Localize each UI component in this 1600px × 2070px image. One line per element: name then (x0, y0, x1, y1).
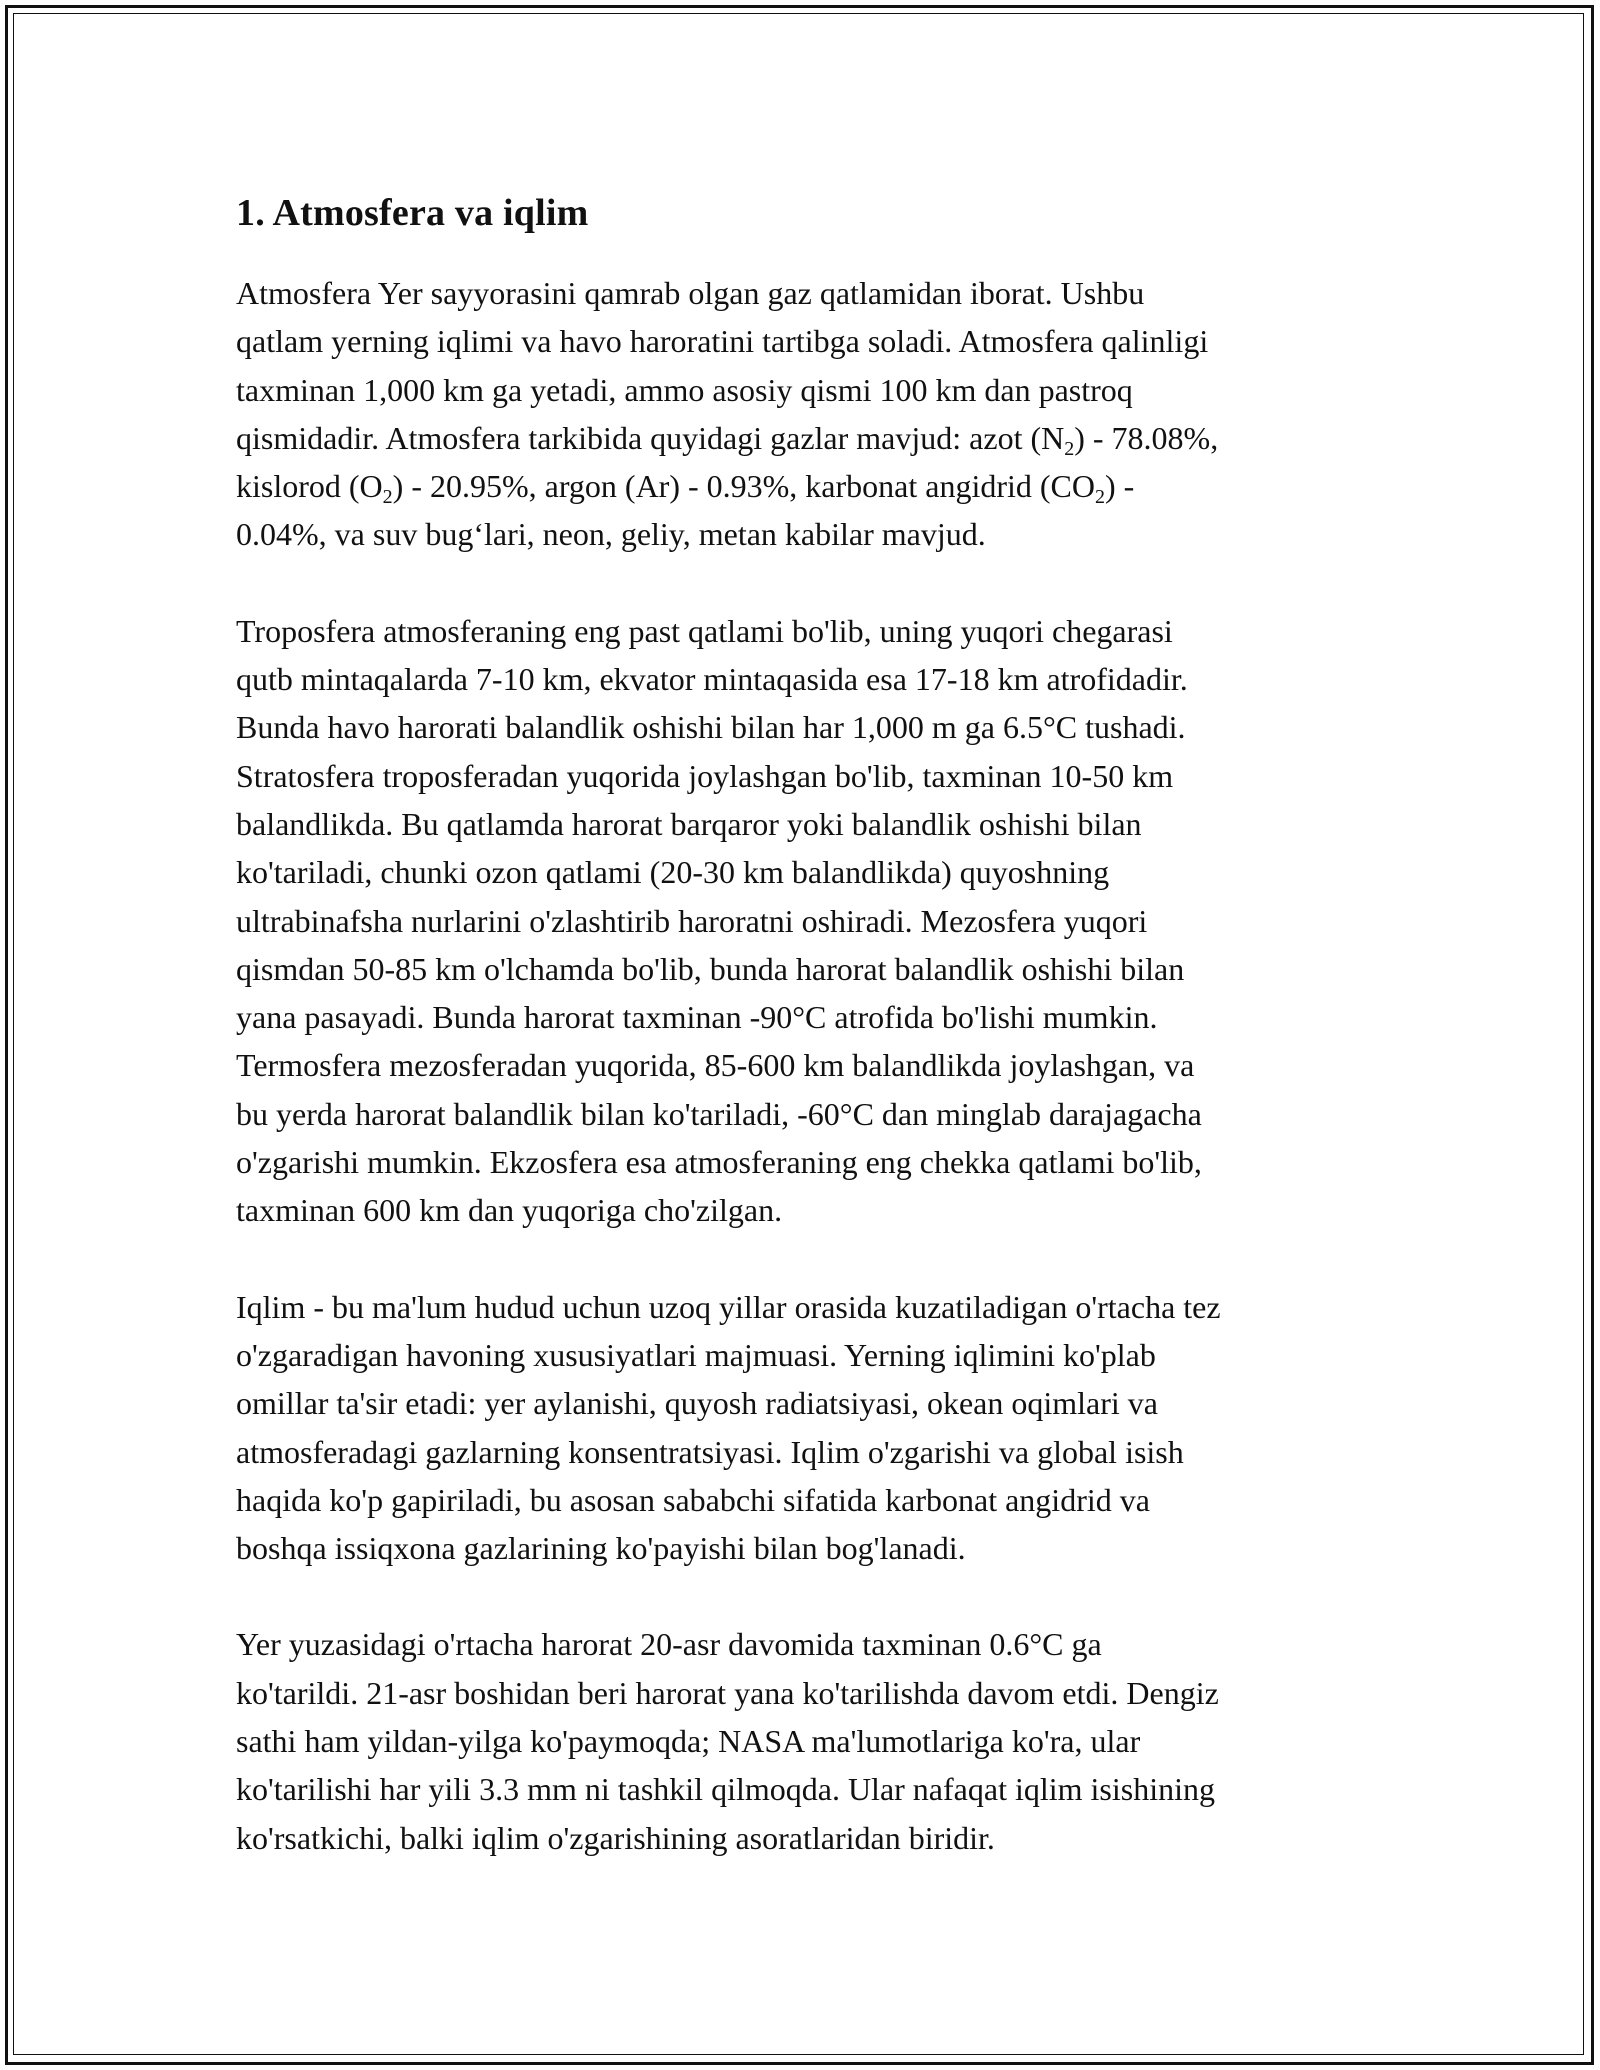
paragraphs-container (236, 269, 1381, 1862)
text-line: taxminan 600 km dan yuqoriga cho'zilgan. (236, 1192, 783, 1229)
text-line: ko'tarilishi har yili 3.3 mm ni tashkil qilmoqda. Ular nafaqat iqlim isishining (236, 1771, 1215, 1808)
paragraph (236, 269, 1381, 559)
text-line: sathi ham yildan-yilga ko'paymoqda; NASA ma'lumotlariga ko'ra, ular (236, 1723, 1141, 1760)
text-line: qatlam yerning iqlimi va havo haroratini tartibga soladi. Atmosfera qalinligi (236, 323, 1209, 360)
subscript: 2 (1095, 486, 1105, 509)
text-line: o'zgarishi mumkin. Ekzosfera esa atmosferaning eng chekka qatlami bo'lib, (236, 1144, 1202, 1181)
text-line: taxminan 1,000 km ga yetadi, ammo asosiy qismi 100 km dan pastroq (236, 371, 1133, 408)
paragraph (236, 607, 1381, 1235)
text-line: Stratosfera troposferadan yuqorida joylashgan bo'lib, taxminan 10-50 km (236, 757, 1174, 794)
text-line: yana pasayadi. Bunda harorat taxminan -90°C atrofida bo'lishi mumkin. (236, 999, 1158, 1036)
text-line: Yer yuzasidagi o'rtacha harorat 20-asr davomida taxminan 0.6°C ga (236, 1626, 1102, 1663)
text-line: Termosfera mezosferadan yuqorida, 85-600 km balandlikda joylashgan, va (236, 1047, 1195, 1084)
text-line: Troposfera atmosferaning eng past qatlami bo'lib, uning yuqori chegarasi (236, 612, 1173, 649)
document-body (236, 185, 1381, 1910)
text-line: omillar ta'sir etadi: yer aylanishi, quyosh radiatsiyasi, okean oqimlari va (236, 1385, 1158, 1422)
text-line: ko'tariladi, chunki ozon qatlami (20-30 km balandlikda) quyoshning (236, 854, 1110, 891)
text-line: qismdan 50-85 km o'lchamda bo'lib, bunda harorat balandlik oshishi bilan (236, 950, 1185, 987)
subscript: 2 (1064, 437, 1075, 460)
text-line: Atmosfera Yer sayyorasini qamrab olgan gaz qatlamidan iborat. Ushbu (236, 275, 1145, 311)
subscript: 2 (382, 486, 393, 509)
text-line: ko'rsatkichi, balki iqlim o'zgarishining asoratlaridan biridir. (236, 1819, 995, 1856)
text-line: Iqlim - bu ma'lum hudud uchun uzoq yillar orasida kuzatiladigan o'rtacha tez (236, 1288, 1221, 1325)
text-line: bu yerda harorat balandlik bilan ko'tariladi, -60°C dan minglab darajagacha (236, 1095, 1202, 1132)
text-line: kislorod $(O_2) - 20.95\%$, argon (Ar) - 0.93%, karbonat angidrid $(CO_2)$ - (236, 468, 1135, 509)
section-heading: 1. Atmosfera va iqlim (236, 192, 589, 234)
text-line: qismidadir. Atmosfera tarkibida quyidagi gazlar mavjud: azot $(N_2) - 78.08\%$, (236, 419, 1219, 460)
text-line: 0.04%, va suv bug‘lari, neon, geliy, metan kabilar mavjud. (236, 516, 986, 553)
text-line: balandlikda. Bu qatlamda harorat barqaror yoki balandlik oshishi bilan (236, 805, 1142, 842)
paragraph (236, 1620, 1381, 1861)
paragraph (236, 1283, 1381, 1573)
text-line: o'zgaradigan havoning xususiyatlari majmuasi. Yerning iqlimini ko'plab (236, 1336, 1156, 1373)
text-line: Bunda havo harorati balandlik oshishi bilan har 1,000 m ga 6.5°C tushadi. (236, 709, 1186, 746)
text-line: atmosferadagi gazlarning konsentratsiyasi. Iqlim o'zgarishi va global isish (236, 1433, 1184, 1470)
text-line: boshqa issiqxona gazlarining ko'payishi bilan bog'lanadi. (236, 1530, 966, 1567)
text-line: ko'tarildi. 21-asr boshidan beri harorat yana ko'tarilishda davom etdi. Dengiz (236, 1674, 1219, 1711)
text-line: haqida ko'p gapiriladi, bu asosan sababchi sifatida karbonat angidrid va (236, 1481, 1150, 1518)
text-line: qutb mintaqalarda 7-10 km, ekvator mintaqasida esa 17-18 km atrofidadir. (236, 661, 1188, 698)
text-line: ultrabinafsha nurlarini o'zlashtirib haroratni oshiradi. Mezosfera yuqori (236, 902, 1148, 939)
